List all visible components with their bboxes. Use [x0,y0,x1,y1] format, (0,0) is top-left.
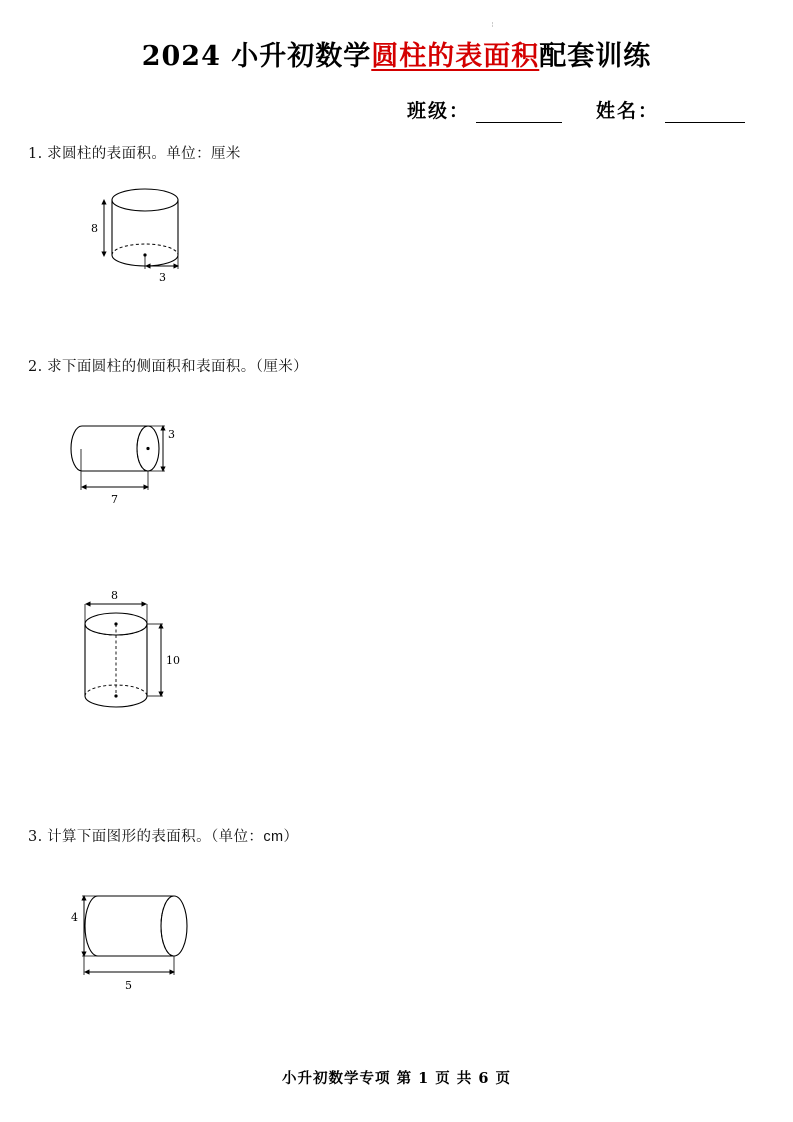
figure-cylinder-1 [60,170,230,300]
top-tick-mark: ¦ [492,22,494,28]
page-footer: 小升初数学专项 第 1 页 共 6 页 [282,1070,511,1087]
title-highlight: 圆柱的表面积 [371,41,540,72]
question-2-number: 2. [28,359,43,375]
class-label: 班级： [406,100,470,122]
figure-1-height-label: 8 [91,222,98,235]
figure-2b-height-label: 10 [166,654,180,667]
figure-1-diameter-label: 3 [159,271,166,284]
question-1-number: 1. [28,146,43,162]
question-3-number: 3. [28,829,43,845]
figure-cylinder-2b [60,590,260,740]
figure-cylinder-2a [60,408,260,518]
question-3 [28,825,298,846]
page-title [0,34,793,73]
question-2 [28,355,308,376]
question-1-text: 求圆柱的表面积。单位：厘米 [47,146,241,162]
question-3-text: 计算下面图形的表面积。（单位：cm） [47,829,299,845]
figure-2b-diameter-label: 8 [111,589,118,602]
figure-2a-diameter-label: 3 [168,428,175,441]
figure-3-diameter-label: 4 [71,911,78,924]
question-1 [28,142,241,163]
figure-2a-length-label: 7 [111,493,118,506]
class-input-blank[interactable] [476,105,562,123]
title-part-2: 配套训练 [539,41,652,72]
question-2-text: 求下面圆柱的侧面积和表面积。（厘米） [47,359,309,375]
name-label: 姓名： [595,100,659,122]
figure-cylinder-3 [62,880,262,1000]
student-info-line [407,96,745,123]
figure-3-length-label: 5 [125,979,132,992]
title-part-1: 2024 小升初数学 [141,41,372,72]
name-input-blank[interactable] [665,105,745,123]
